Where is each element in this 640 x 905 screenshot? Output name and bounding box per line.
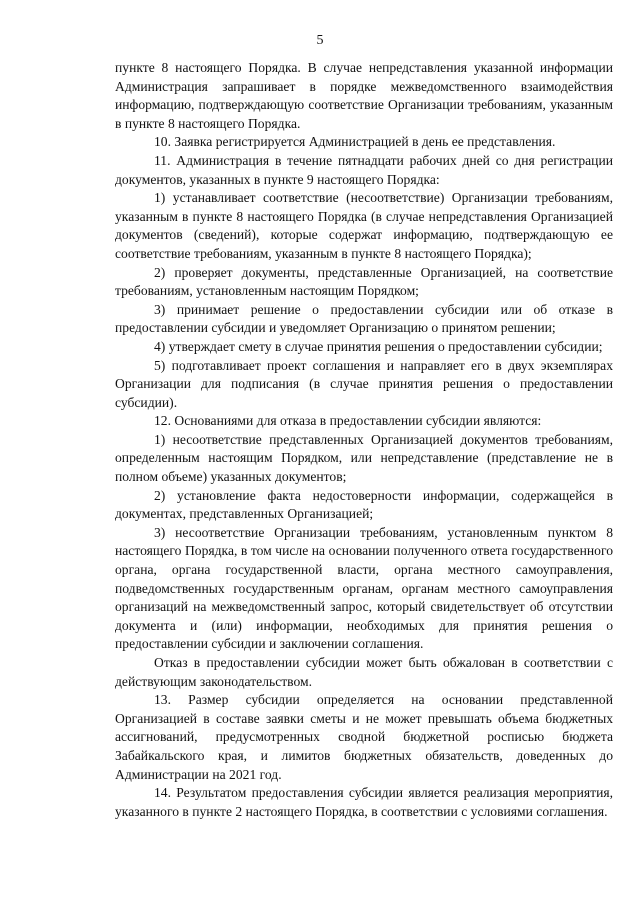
paragraph: 13. Размер субсидии определяется на основании представленной Организацией в составе заявки сметы и не может превышать объема бюджетных ассигнований, предусмотренных сводной бюджетной росписью бюджета Забайкальского края, и лимитов бюджетных обязательств, доведенных до Администрации на 2021 год. [115, 692, 613, 782]
paragraph: 4) утверждает смету в случае принятия решения о предоставлении субсидии; [154, 338, 603, 354]
paragraph: 14. Результатом предоставления субсидии является реализация мероприятия, указанного в пункте 2 настоящего Порядка, в соответствии с условиями соглашения. [115, 785, 613, 819]
paragraph: 5) подготавливает проект соглашения и направляет его в двух экземплярах Организации для подписания (в случае принятия решения о предоставлении субсидии). [115, 357, 613, 410]
paragraph: Отказ в предоставлении субсидии может быть обжалован в соответствии с действующим законодательством. [115, 655, 613, 689]
paragraph: 3) принимает решение о предоставлении субсидии или об отказе в предоставлении субсидии и уведомляет Организацию о принятом решении; [115, 301, 613, 336]
paragraph: 12. Основаниями для отказа в предоставлении субсидии являются: [154, 413, 542, 429]
paragraph: 2) установление факта недостоверности информации, содержащейся в документах, представленных Организацией; [115, 487, 613, 522]
paragraph: 2) проверяет документы, представленные Организацией, на соответствие требованиям, установленным настоящим Порядком; [115, 264, 613, 299]
page-number: 5 [316, 33, 324, 48]
paragraph: 11. Администрация в течение пятнадцати рабочих дней со дня регистрации документов, указанных в пункте 9 настоящего Порядка: [115, 152, 613, 187]
paragraph: 3) несоответствие Организации требованиям, установленным пунктом 8 настоящего Порядка, в том числе на основании полученного ответа государственного органа, органа государственной власти, органа местного самоуправления, подведомственных государственным органам, органам местного самоуправления организаций на межведомственный запрос, который свидетельствует об отсутствии документа и (или) информации, необходимых для принятия решения о предоставлении субсидии и заключении соглашения. [115, 524, 613, 652]
paragraph: 1) несоответствие представленных Организацией документов требованиям, определенным настоящим Порядком, или непредставление (представление не в полном объеме) указанных документов; [115, 431, 613, 485]
paragraph: 10. Заявка регистрируется Администрацией в день ее представления. [154, 134, 556, 150]
document-body [115, 59, 613, 821]
paragraph: пункте 8 настоящего Порядка. В случае непредставления указанной информации Администрация запрашивает в порядке межведомственного взаимодействия информацию, подтверждающую соответствие Организации требованиям, указанным в пункте 8 настоящего Порядка. [115, 60, 613, 131]
paragraph: 1) устанавливает соответствие (несоответствие) Организации требованиям, указанным в пункте 8 настоящего Порядка (в случае непредставления Организацией документов (сведений), которые содержат информацию, подтверждающую ее соответствие требованиям, указанным в пункте 8 настоящего Порядка); [115, 190, 613, 261]
